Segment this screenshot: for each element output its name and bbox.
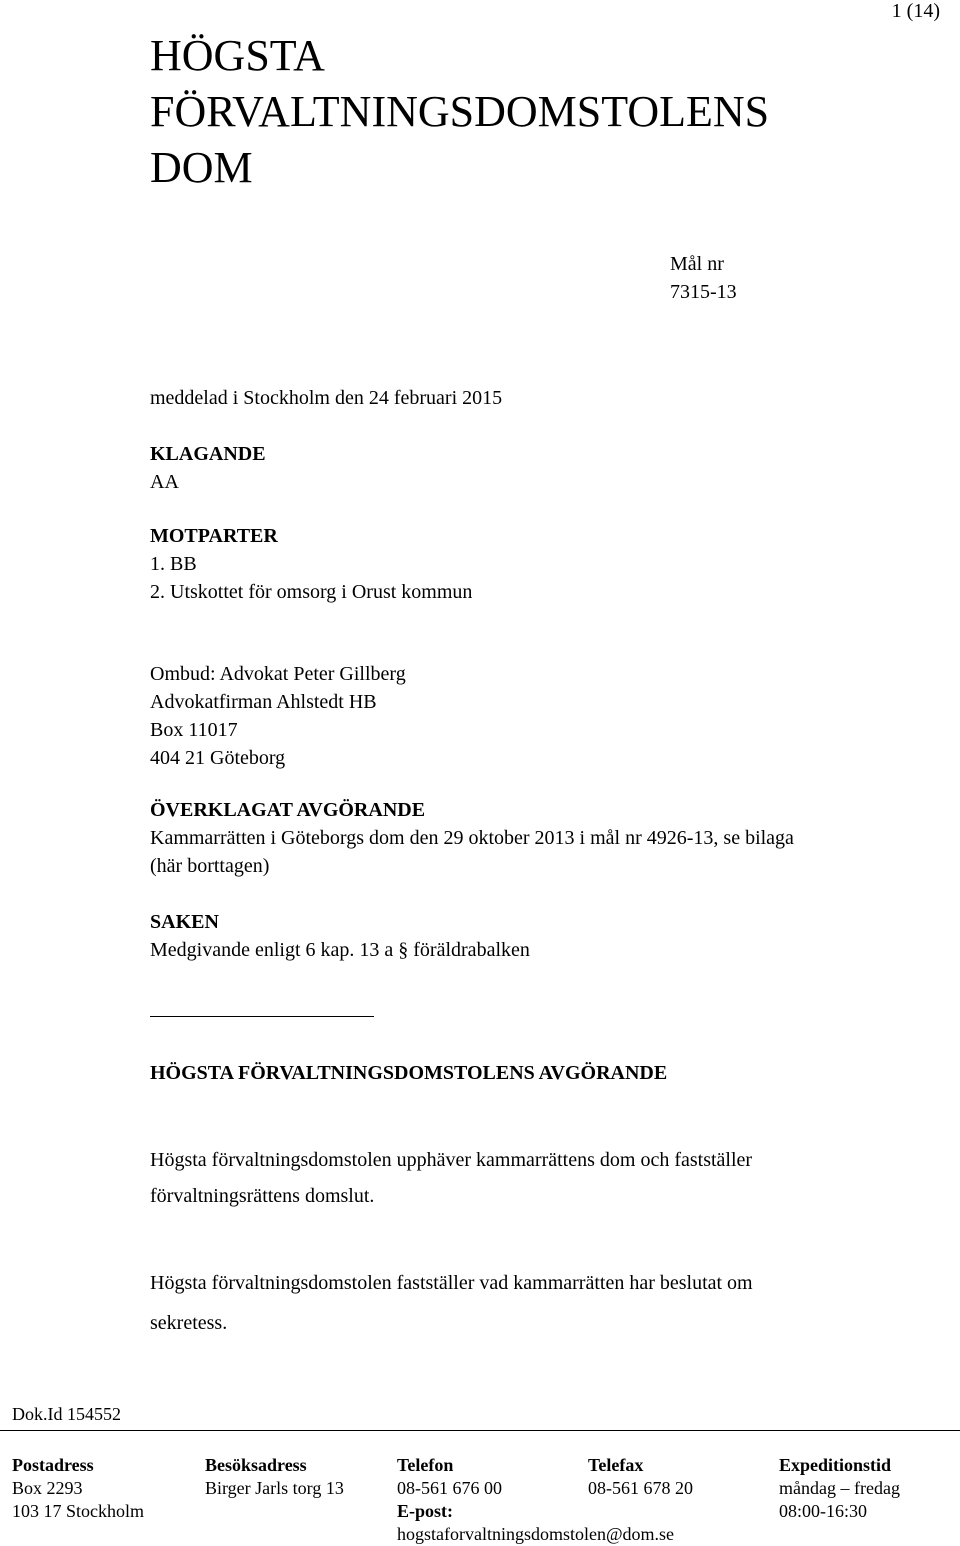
footer-postal-line-1: Box 2293 <box>12 1478 83 1498</box>
counsel-line-4: 404 21 Göteborg <box>150 747 286 769</box>
title-line-2: FÖRVALTNINGSDOMSTOLENS <box>150 87 770 136</box>
footer-phone-label: Telefon <box>397 1455 454 1475</box>
issued-line: meddelad i Stockholm den 24 februari 2015 <box>150 387 503 409</box>
title-line-1: HÖGSTA <box>150 31 325 80</box>
ruling-p1-line-2: förvaltningsrättens domslut. <box>150 1185 375 1207</box>
footer-fax-label: Telefax <box>588 1455 644 1475</box>
footer-fax <box>588 1454 693 1500</box>
appealed-decision-line-1: Kammarrätten i Göteborgs dom den 29 oktober 2013 i mål nr 4926-13, se bilaga <box>150 827 794 849</box>
footer-postal-label: Postadress <box>12 1455 94 1475</box>
footer-postal-line-2: 103 17 Stockholm <box>12 1501 145 1521</box>
case-label: Mål nr <box>670 253 724 275</box>
counsel-section <box>150 660 406 772</box>
ruling-paragraph-1 <box>150 1142 752 1214</box>
ruling-p2-line-2: sekretess. <box>150 1312 228 1334</box>
footer-visit-line-1: Birger Jarls torg 13 <box>205 1478 344 1498</box>
respondents-heading: MOTPARTER <box>150 525 278 547</box>
footer-hours-time: 08:00-16:30 <box>779 1501 867 1521</box>
matter-section <box>150 908 530 964</box>
appellant-name: AA <box>150 471 179 493</box>
footer-phone-number: 08-561 676 00 <box>397 1478 502 1498</box>
divider-rule <box>150 1016 374 1017</box>
footer-visit <box>205 1454 344 1500</box>
counsel-line-2: Advokatfirman Ahlstedt HB <box>150 691 377 713</box>
counsel-line-3: Box 11017 <box>150 719 238 741</box>
footer-hours-days: måndag – fredag <box>779 1478 900 1498</box>
appealed-decision-heading: ÖVERKLAGAT AVGÖRANDE <box>150 799 426 821</box>
counsel-line-1: Ombud: Advokat Peter Gillberg <box>150 663 406 685</box>
footer-fax-number: 08-561 678 20 <box>588 1478 693 1498</box>
footer-email[interactable]: hogstaforvaltningsdomstolen@dom.se <box>397 1524 675 1544</box>
page-number: 1 (14) <box>891 0 940 22</box>
footer-hours <box>779 1454 900 1523</box>
footer-postal <box>12 1454 144 1523</box>
appealed-decision-section <box>150 796 794 880</box>
ruling-p2-line-1: Högsta förvaltningsdomstolen fastställer vad kammarrätten har beslutat om <box>150 1272 753 1294</box>
matter-text: Medgivande enligt 6 kap. 13 a § föräldrabalken <box>150 939 530 961</box>
document-title <box>150 28 769 196</box>
matter-heading: SAKEN <box>150 911 219 933</box>
respondent-2: 2. Utskottet för omsorg i Orust kommun <box>150 581 473 603</box>
footer-rule <box>0 1430 960 1431</box>
title-line-3: DOM <box>150 143 253 192</box>
footer-visit-label: Besöksadress <box>205 1455 307 1475</box>
respondent-1: 1. BB <box>150 553 197 575</box>
appellant-section <box>150 440 266 496</box>
ruling-heading: HÖGSTA FÖRVALTNINGSDOMSTOLENS AVGÖRANDE <box>150 1062 668 1084</box>
appealed-decision-line-2: (här borttagen) <box>150 855 270 877</box>
ruling-p1-line-1: Högsta förvaltningsdomstolen upphäver kammarrättens dom och fastställer <box>150 1149 753 1171</box>
ruling-paragraph-2 <box>150 1263 753 1343</box>
document-id: Dok.Id 154552 <box>12 1404 121 1424</box>
footer-email-label: E-post: <box>397 1501 454 1521</box>
appellant-heading: KLAGANDE <box>150 443 266 465</box>
case-number-block <box>670 250 737 306</box>
footer-hours-label: Expeditionstid <box>779 1455 892 1475</box>
case-number: 7315-13 <box>670 281 737 303</box>
respondents-section <box>150 522 472 606</box>
